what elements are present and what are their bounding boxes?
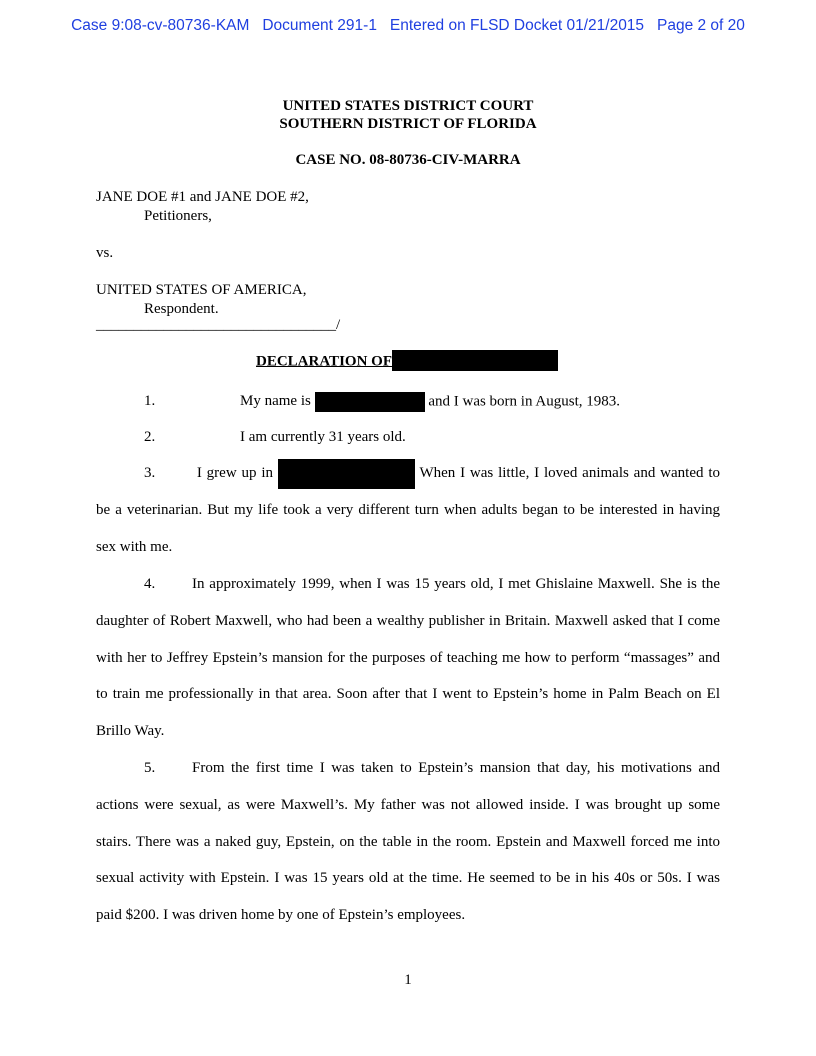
- court-district: SOUTHERN DISTRICT OF FLORIDA: [279, 116, 537, 132]
- petitioners-role: Petitioners,: [144, 208, 212, 224]
- respondent-name: UNITED STATES OF AMERICA,: [96, 282, 307, 298]
- paragraph-1-text-after: and I was born in August, 1983.: [428, 393, 620, 410]
- paragraph-1: [96, 392, 720, 412]
- paragraph-3: [96, 455, 720, 565]
- respondent-block: [96, 281, 306, 319]
- declaration-title: [256, 353, 558, 371]
- paragraph-5-text: From the first time I was taken to Epstein’s mansion that day, his motivations and actions were sexual, as were Maxwell’s. My father was not allowed inside. I was brought up some stairs. There was a naked guy, Epstein, on the table in the room. Epstein and Maxwell forced me into sexual activity with Epstein. I was 15 years old at the time. He seemed to be in his 40s or 50s. I was paid $200. I was driven home by one of Epstein’s employees.: [96, 760, 720, 924]
- page-number: 1: [404, 972, 412, 988]
- paragraph-2-number: 2.: [144, 429, 156, 445]
- versus: vs.: [96, 245, 114, 261]
- docket-header: [0, 17, 816, 35]
- redaction-name: [315, 392, 425, 412]
- court-heading: [0, 97, 816, 133]
- header-case-id: Case 9:08-cv-80736-KAM: [71, 17, 250, 34]
- paragraph-5-number: 5.: [144, 760, 156, 776]
- declaration-title-text: DECLARATION OF: [256, 353, 392, 370]
- header-document: Document 291-1: [262, 17, 377, 34]
- respondent-role: Respondent.: [144, 301, 219, 317]
- paragraph-4-text: In approximately 1999, when I was 15 years old, I met Ghislaine Maxwell. She is the daughter of Robert Maxwell, who had been a wealthy publisher in Britain. Maxwell asked that I come with her to Jeffrey Epstein’s mansion for the purposes of teaching me how to perform “massages” and to train me professionally in that area. Soon after that I went to Epstein’s home in Palm Beach on El Brillo Way.: [96, 576, 720, 740]
- header-entered: Entered on FLSD Docket 01/21/2015: [389, 17, 645, 34]
- paragraph-3-number: 3.: [144, 465, 156, 481]
- case-number: CASE NO. 08-80736-CIV-MARRA: [295, 152, 521, 168]
- petitioners-name: JANE DOE #1 and JANE DOE #2,: [96, 189, 309, 205]
- header-page: Page 2 of 20: [656, 17, 745, 34]
- paragraph-5: [96, 750, 720, 934]
- court-name: UNITED STATES DISTRICT COURT: [282, 98, 534, 114]
- redaction-name-title: [392, 350, 558, 371]
- paragraph-3-text-after: When I was little, I loved animals and wanted to be a veterinarian. But my life took a very different turn when adults began to be interested in having sex with me.: [96, 465, 721, 555]
- paragraph-4-number: 4.: [144, 576, 156, 592]
- signature-line: ________________________________/: [96, 317, 341, 333]
- paragraph-2-text: I am currently 31 years old.: [240, 429, 406, 445]
- redaction-hometown: [278, 459, 415, 489]
- petitioners-block: [96, 188, 309, 226]
- paragraph-2: [96, 428, 720, 446]
- paragraph-1-number: 1.: [144, 393, 156, 410]
- paragraph-4: [96, 566, 720, 750]
- paragraph-1-text-before: My name is: [240, 393, 311, 410]
- paragraph-3-text-before: I grew up in: [196, 465, 274, 481]
